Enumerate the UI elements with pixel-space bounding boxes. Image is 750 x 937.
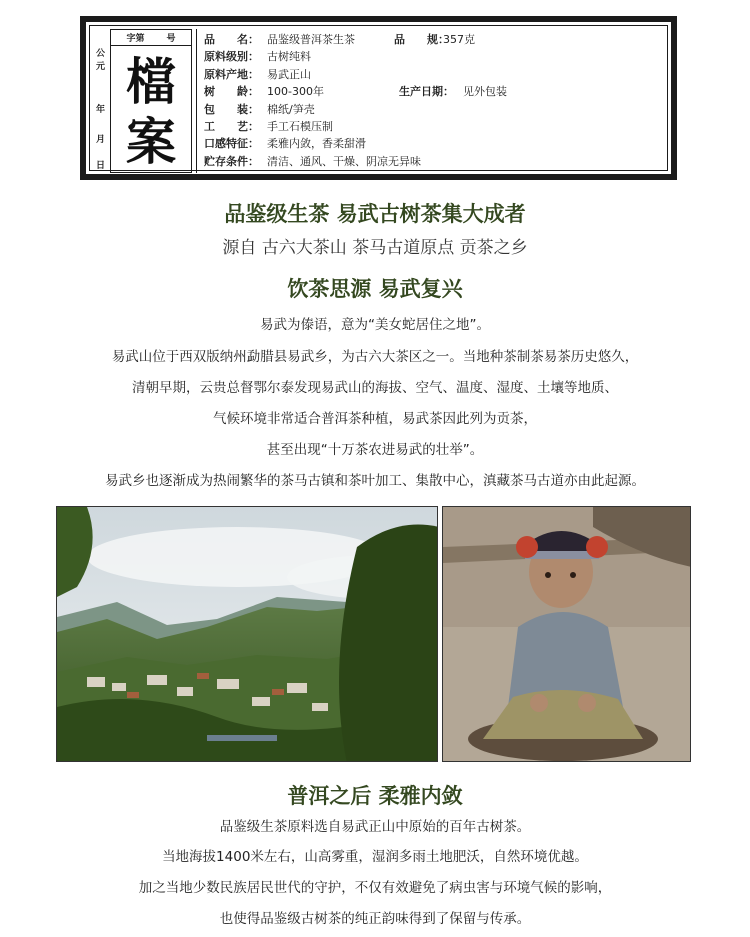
- section2-line-2: 易武山位于西双版纳州勐腊县易武乡，为古六大茶区之一。当地种茶制茶易茶历史悠久，: [111, 349, 639, 365]
- section1-title: 品鉴级生茶 易武古树茶集大成者: [224, 202, 526, 226]
- field-divider: [196, 29, 197, 173]
- archive-title-char-1: 檔: [126, 52, 176, 111]
- field-label: 贮存条件：: [204, 154, 259, 168]
- archive-label-box: [110, 29, 192, 173]
- field-label: 原料级别：: [204, 50, 259, 64]
- date-char-yuan: 元: [96, 62, 106, 72]
- field-label: 工 艺：: [204, 119, 259, 133]
- section3-line-3: 加之当地少数民族居民世代的守护，不仅有效避免了病虫害与环境气候的影响，: [138, 880, 612, 896]
- field-label: 品 名：: [204, 33, 259, 46]
- field-label: 树 龄：: [204, 85, 259, 99]
- field-value: 清洁、通风、干燥、阴凉无异味: [267, 154, 421, 168]
- child-portrait-photo: [442, 506, 691, 762]
- section1-subtitle: 源自 古六大茶山 茶马古道原点 贡茶之乡: [222, 238, 528, 258]
- field-row: [204, 118, 663, 135]
- field-value: 100-300年: [267, 85, 324, 99]
- archive-card: [80, 16, 677, 180]
- archive-number-prefix: 字第: [126, 34, 145, 44]
- archive-card-inner: [85, 21, 672, 175]
- field-value: 柔雅内敛，香柔甜滑: [267, 137, 366, 151]
- field-value: 手工石模压制: [267, 119, 333, 133]
- date-char-month: 月: [96, 135, 106, 145]
- field-label: 口感特征：: [204, 137, 259, 151]
- field-row: [204, 83, 663, 100]
- section3-line-2: 当地海拔1400米左右，山高雾重，湿润多雨土地肥沃，自然环境优越。: [162, 849, 588, 865]
- section2-line-4: 气候环境非常适合普洱茶种植，易武茶因此列为贡茶，: [213, 411, 537, 427]
- field-row: [204, 101, 663, 118]
- section2-line-5: 甚至出现“十万茶农进易武的壮举”。: [266, 442, 484, 458]
- field-value: 棉纸/笋壳: [267, 102, 315, 116]
- field-label-spec: 品 规：: [394, 33, 449, 46]
- section3-line-1: 品鉴级生茶原料选自易武正山中原始的百年古树茶。: [219, 819, 531, 835]
- archive-fields: [204, 31, 663, 170]
- section3-line-4: 也使得品鉴级古树茶的纯正韵味得到了保留与传承。: [219, 911, 531, 927]
- section3-title: 普洱之后 柔雅内敛: [287, 784, 463, 808]
- field-value-spec: 357克: [443, 33, 475, 46]
- landscape-illustration: [57, 507, 438, 762]
- date-char-year: 年: [96, 105, 106, 115]
- field-row: [204, 135, 663, 152]
- field-value: 品鉴级普洱茶生茶: [267, 33, 355, 46]
- archive-number-suffix: 号: [166, 34, 176, 44]
- archive-title-char-2: 案: [126, 112, 176, 171]
- section2-line-6: 易武乡也逐渐成为热闹繁华的茶马古镇和茶叶加工、集散中心，滇藏茶马古道亦由此起源。: [105, 473, 645, 489]
- field-row: [204, 153, 663, 170]
- field-value: 古树纯料: [267, 50, 311, 64]
- field-label: 原料产地：: [204, 67, 259, 81]
- date-char-day: 日: [96, 161, 106, 171]
- section2-line-3: 清朝早期，云贵总督鄂尔泰发现易武山的海拔、空气、温度、湿度、土壤等地质、: [132, 380, 618, 396]
- field-row: [204, 31, 663, 48]
- archive-number-line: [111, 30, 191, 46]
- field-row: [204, 66, 663, 83]
- child-illustration: [443, 507, 691, 762]
- section2-title: 饮茶思源 易武复兴: [287, 277, 463, 301]
- date-char-gong: 公: [96, 49, 106, 59]
- field-row: [204, 48, 663, 65]
- field-value-production-date: 见外包装: [463, 85, 507, 99]
- village-landscape-photo: [56, 506, 438, 762]
- section2-line-1: 易武为傣语，意为“美女蛇居住之地”。: [260, 317, 490, 333]
- field-value: 易武正山: [267, 67, 311, 81]
- field-label-production-date: 生产日期：: [399, 85, 454, 99]
- field-label: 包 装：: [204, 102, 259, 116]
